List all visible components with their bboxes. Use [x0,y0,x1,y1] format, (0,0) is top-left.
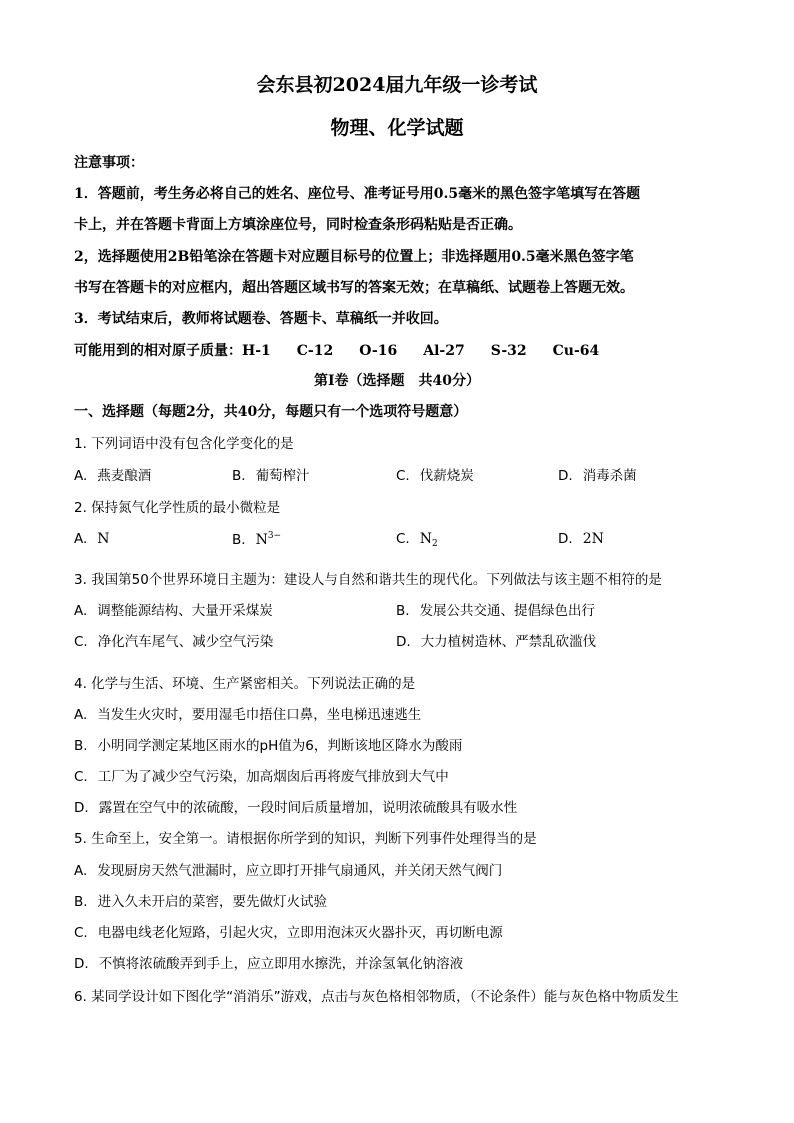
option-text: 发展公共交通、提倡绿色出行 [419,603,596,619]
question-2-stem: 2. 保持氮气化学性质的最小微粒是 [74,500,281,516]
option-label: D. [558,531,573,547]
option-label: B. [74,894,88,910]
notice-item-1-line-1: 1．答题前，考生务必将自己的姓名、座位号、准考证号用0.5毫米的黑色签字笔填写在答题 [74,186,641,202]
question-5-option-a [74,859,502,879]
question-3-option-c [74,630,273,650]
question-2-option-a [74,531,110,547]
atomic-mass-o: O-16 [359,343,398,359]
option-text: 进入久未开启的菜窖，要先做灯火试验 [97,894,328,910]
question-1-option-b [232,464,310,484]
option-text: 消毒杀菌 [582,468,637,484]
option-label: C. [74,925,88,941]
atomic-mass-h: H-1 [242,343,271,359]
question-1-option-a [74,464,151,484]
option-text: 不慎将浓硫酸弄到手上，应立即用水擦洗，并涂氢氧化钠溶液 [98,956,464,972]
part-title: 一、选择题（每题2分，共40分，每题只有一个选项符号题意） [74,404,468,420]
option-label: D. [558,468,573,484]
question-3-option-b [396,599,595,619]
option-text: 电器电线老化短路，引起火灾，立即用泡沫灭火器扑灭，再切断电源 [97,925,503,941]
question-4-option-b [74,734,462,754]
question-4-option-a [74,703,421,723]
question-5-option-d [74,952,463,972]
option-label: A. [74,603,88,619]
option-label: C. [396,468,410,484]
option-text: 大力植树造林、严禁乱砍滥伐 [420,634,597,650]
atomic-mass-cu: Cu-64 [552,343,600,359]
option-label: A. [74,863,88,879]
question-4-option-d [74,796,517,816]
notice-item-3: 3．考试结束后，教师将试题卷、答题卡、草稿纸一并收回。 [74,311,448,327]
question-3-option-d [396,630,596,650]
option-label: D. [74,800,89,816]
volume-title: 第Ⅰ卷（选择题 共40分） [313,373,481,389]
option-label: C. [396,531,410,547]
question-2-option-d [558,531,604,547]
option-formula-base: N [255,532,268,548]
option-label: C. [74,769,88,785]
notice-item-2-line-2: 书写在答题卡的对应框内，超出答题区域书写的答案无效；在草稿纸、试题卷上答题无效。 [74,280,634,296]
option-text: 净化汽车尾气、减少空气污染 [97,634,274,650]
notice-item-1-line-2: 卡上，并在答题卡背面上方填涂座位号，同时检查条形码粘贴是否正确。 [74,217,522,233]
option-text: 工厂为了减少空气污染，加高烟囱后再将废气排放到大气中 [97,769,449,785]
question-4-option-c [74,765,449,785]
question-5-option-b [74,890,327,910]
question-2-option-b [232,531,281,548]
option-text: 葡萄榨汁 [255,468,310,484]
notice-heading: 注意事项： [74,155,144,171]
option-text: 伐薪烧炭 [419,468,474,484]
option-text: 小明同学测定某地区雨水的pH值为6，判断该地区降水为酸雨 [97,738,463,754]
option-formula-base: N [419,531,432,547]
question-3-option-a [74,599,273,619]
option-label: B. [232,532,246,548]
question-5-stem: 5. 生命至上，安全第一。请根据你所学到的知识，判断下列事件处理得当的是 [74,831,537,847]
notice-item-2-line-1: 2，选择题使用2B铅笔涂在答题卡对应题目标号的位置上；非选择题用0.5毫米黑色签字笔 [74,249,634,265]
option-label: C. [74,634,88,650]
option-label: B. [396,603,410,619]
question-6-stem: 6. 某同学设计如下图化学“消消乐”游戏，点击与灰色格相邻物质，（不论条件）能与灰色格中物质发生 [74,989,679,1005]
atomic-mass-c: C-12 [296,343,334,359]
option-formula-subscript: 2 [431,539,438,549]
question-1-stem: 1. 下列词语中没有包含化学变化的是 [74,436,294,452]
exam-subtitle: 物理、化学试题 [330,117,464,139]
exam-title: 会东县初2024届九年级一诊考试 [256,74,538,96]
option-label: B. [232,468,246,484]
option-label: A. [74,707,88,723]
atomic-masses-label: 可能用到的相对原子质量： [74,343,242,359]
question-1-option-d [558,464,637,484]
question-1-option-c [396,464,474,484]
option-text: 调整能源结构、大量开采煤炭 [97,603,273,619]
option-text: 发现厨房天然气泄漏时，应立即打开排气扇通风，并关闭天然气阀门 [97,863,503,879]
option-formula-charge: 3− [267,531,282,541]
question-4-stem: 4. 化学与生活、环境、生产紧密相关。下列说法正确的是 [74,676,416,692]
option-text: 露置在空气中的浓硫酸，一段时间后质量增加，说明浓硫酸具有吸水性 [98,800,518,816]
question-2-option-c [396,531,438,549]
atomic-mass-s: S-32 [490,343,527,359]
option-label: B. [74,738,88,754]
option-text: 燕麦酿酒 [97,468,152,484]
question-5-option-c [74,921,503,941]
option-text: 当发生火灾时，要用湿毛巾捂住口鼻，坐电梯迅速逃生 [97,707,422,723]
question-3-stem: 3. 我国第50个世界环境日主题为：建设人与自然和谐共生的现代化。下列做法与该主题不相符的是 [74,572,662,588]
option-formula: 2N [582,531,604,547]
option-label: D. [74,956,89,972]
option-label: A. [74,531,88,547]
option-label: D. [396,634,411,650]
atomic-masses-row [74,340,599,360]
option-formula: N [97,531,110,547]
atomic-mass-al: Al-27 [423,343,465,359]
option-label: A. [74,468,88,484]
